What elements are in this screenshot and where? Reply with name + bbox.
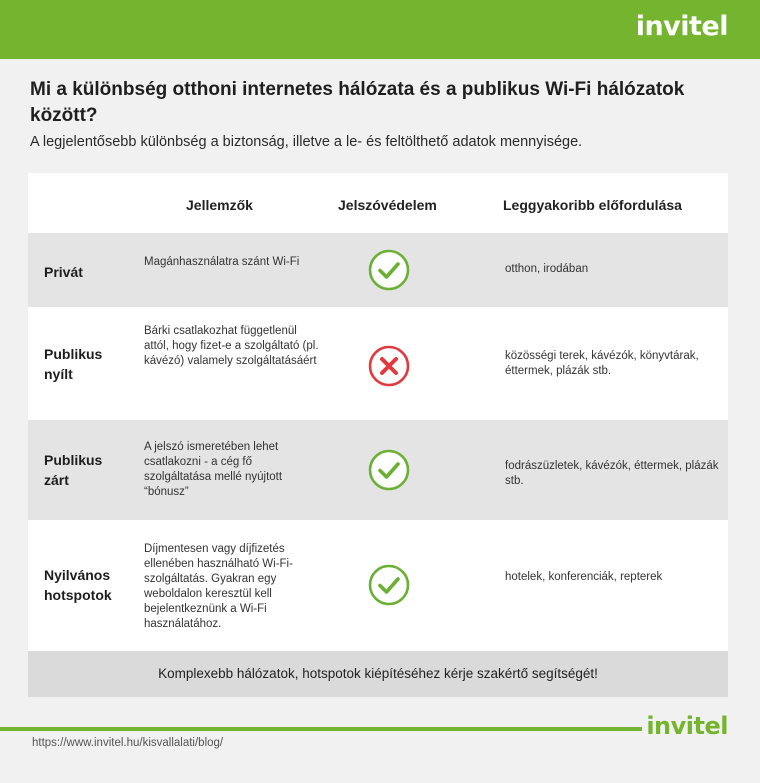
row-label: Publikus nyílt [44,346,103,382]
bottom-divider [0,727,642,731]
row-description: Díjmentesen vagy díjfizetés ellenében használható Wi-Fi-szolgáltatás. Gyakran egy weboldalon keresztül kell bejelentkeznünk a Wi-Fi használatához. [144,543,293,630]
header-password-protection: Jelszóvédelem [338,197,437,213]
row-description: A jelszó ismeretében lehet csatlakozni - a cég fő szolgáltatása mellé nyújtott “bónusz” [144,441,283,498]
row-occurrence: fodrászüzletek, kávézók, éttermek, plázák stb. [505,460,719,487]
invitel-logo-bottom: invitel [646,712,728,740]
table-row-public-open [28,307,728,420]
row-occurrence: otthon, irodában [505,263,589,275]
row-occurrence: hotelek, konferenciák, repterek [505,571,663,583]
table-footer-note [28,651,728,697]
row-label: Nyilvános hotspotok [44,567,112,603]
footer-note-text: Komplexebb hálózatok, hotspotok kiépítéséhez kérje szakértő segítségét! [158,666,598,681]
page-title: Mi a különbség otthoni internetes hálózata és a publikus Wi-Fi hálózatok között? [30,79,685,126]
check-icon [368,449,410,491]
cross-icon [368,345,410,387]
check-icon [368,564,410,606]
row-label: Privát [44,264,83,280]
table-header [28,173,728,233]
row-description: Bárki csatlakozhat függetlenül attól, hogy fizet-e a szolgáltató (pl. kávézó) valamely szolgáltatásáért [144,325,319,367]
table-row-private [28,233,728,307]
table-row-public-hotspots [28,520,728,651]
row-label: Publikus zárt [44,452,103,488]
blog-url-link[interactable]: https://www.invitel.hu/kisvallalati/blog/ [32,737,224,749]
check-icon [368,249,410,291]
row-description: Magánhasználatra szánt Wi-Fi [144,256,300,268]
row-occurrence: közösségi terek, kávézók, könyvtárak, éttermek, plázák stb. [505,350,699,377]
comparison-table [28,173,728,697]
header-features: Jellemzők [186,197,253,213]
page-subtitle: A legjelentősebb különbség a biztonság, illetve a le- és feltölthető adatok mennyisége. [30,134,583,150]
invitel-logo: invitel [635,11,728,42]
header-occurrence: Leggyakoribb előfordulása [503,197,682,213]
table-row-public-closed [28,420,728,520]
